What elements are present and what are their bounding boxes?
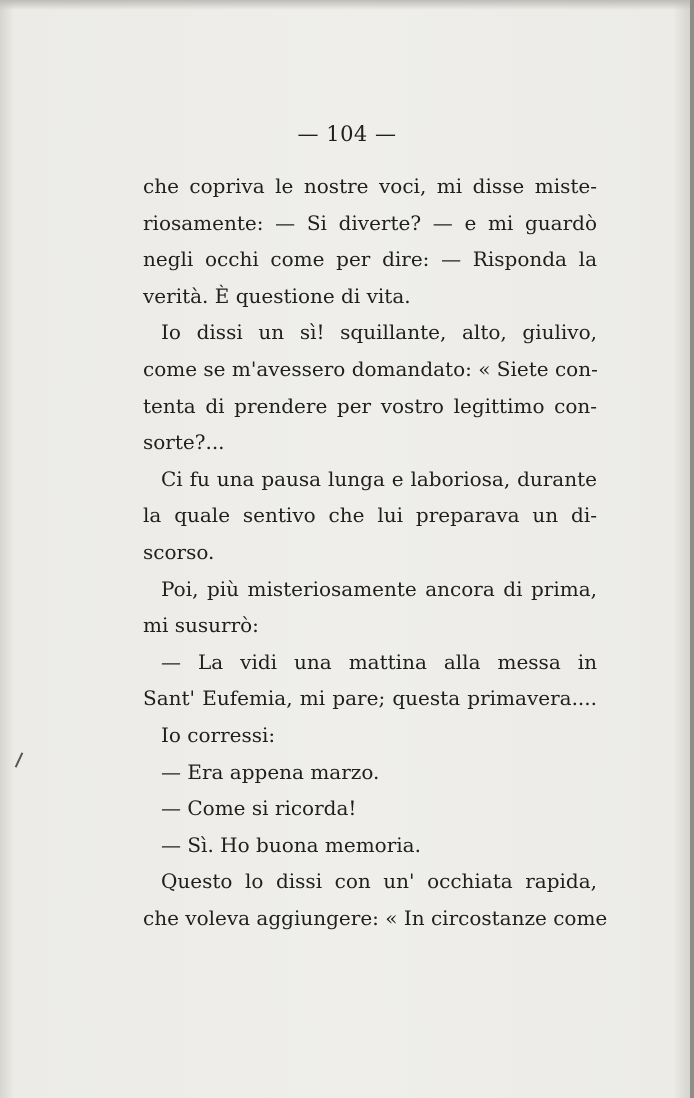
- text-line: — La vidi una mattina alla messa in: [161, 649, 597, 674]
- text-line: la quale sentivo che lui preparava un di-: [143, 503, 597, 528]
- text-line: riosamente: — Si diverte? — e mi guardò: [143, 210, 597, 235]
- text-line: come se m'avessero domandato: « Siete con-: [143, 356, 598, 381]
- text-line: mi susurrò:: [143, 613, 259, 638]
- text-line: negli occhi come per dire: — Risponda la: [143, 247, 597, 272]
- text-line: Io corressi:: [161, 722, 276, 747]
- page-right-edge: [690, 0, 694, 1098]
- text-line: Io dissi un sì! squillante, alto, giulivo,: [161, 320, 597, 345]
- text-line: — Come si ricorda!: [161, 796, 357, 821]
- page-top-shadow: [0, 0, 694, 10]
- text-line: — Sì. Ho buona memoria.: [161, 832, 421, 857]
- text-line: tenta di prendere per vostro legittimo con-: [143, 393, 597, 418]
- text-line: Ci fu una pausa lunga e laboriosa, durante: [161, 466, 597, 491]
- text-line: sorte?...: [143, 430, 225, 455]
- text-line: Poi, più misteriosamente ancora di prima,: [161, 576, 597, 601]
- text-line: — Era appena marzo.: [161, 759, 380, 784]
- page-number: — 104 —: [297, 122, 397, 146]
- text-line: Questo lo dissi con un' occhiata rapida,: [161, 869, 597, 894]
- text-line: Sant' Eufemia, mi pare; questa primavera....: [143, 686, 597, 711]
- text-line: verità. È questione di vita.: [143, 283, 411, 308]
- body-text: [143, 168, 608, 936]
- margin-mark: [15, 752, 24, 767]
- text-line: che copriva le nostre voci, mi disse miste-: [143, 174, 597, 198]
- text-line: che voleva aggiungere: « In circostanze come: [143, 905, 608, 930]
- text-line: scorso.: [143, 539, 215, 564]
